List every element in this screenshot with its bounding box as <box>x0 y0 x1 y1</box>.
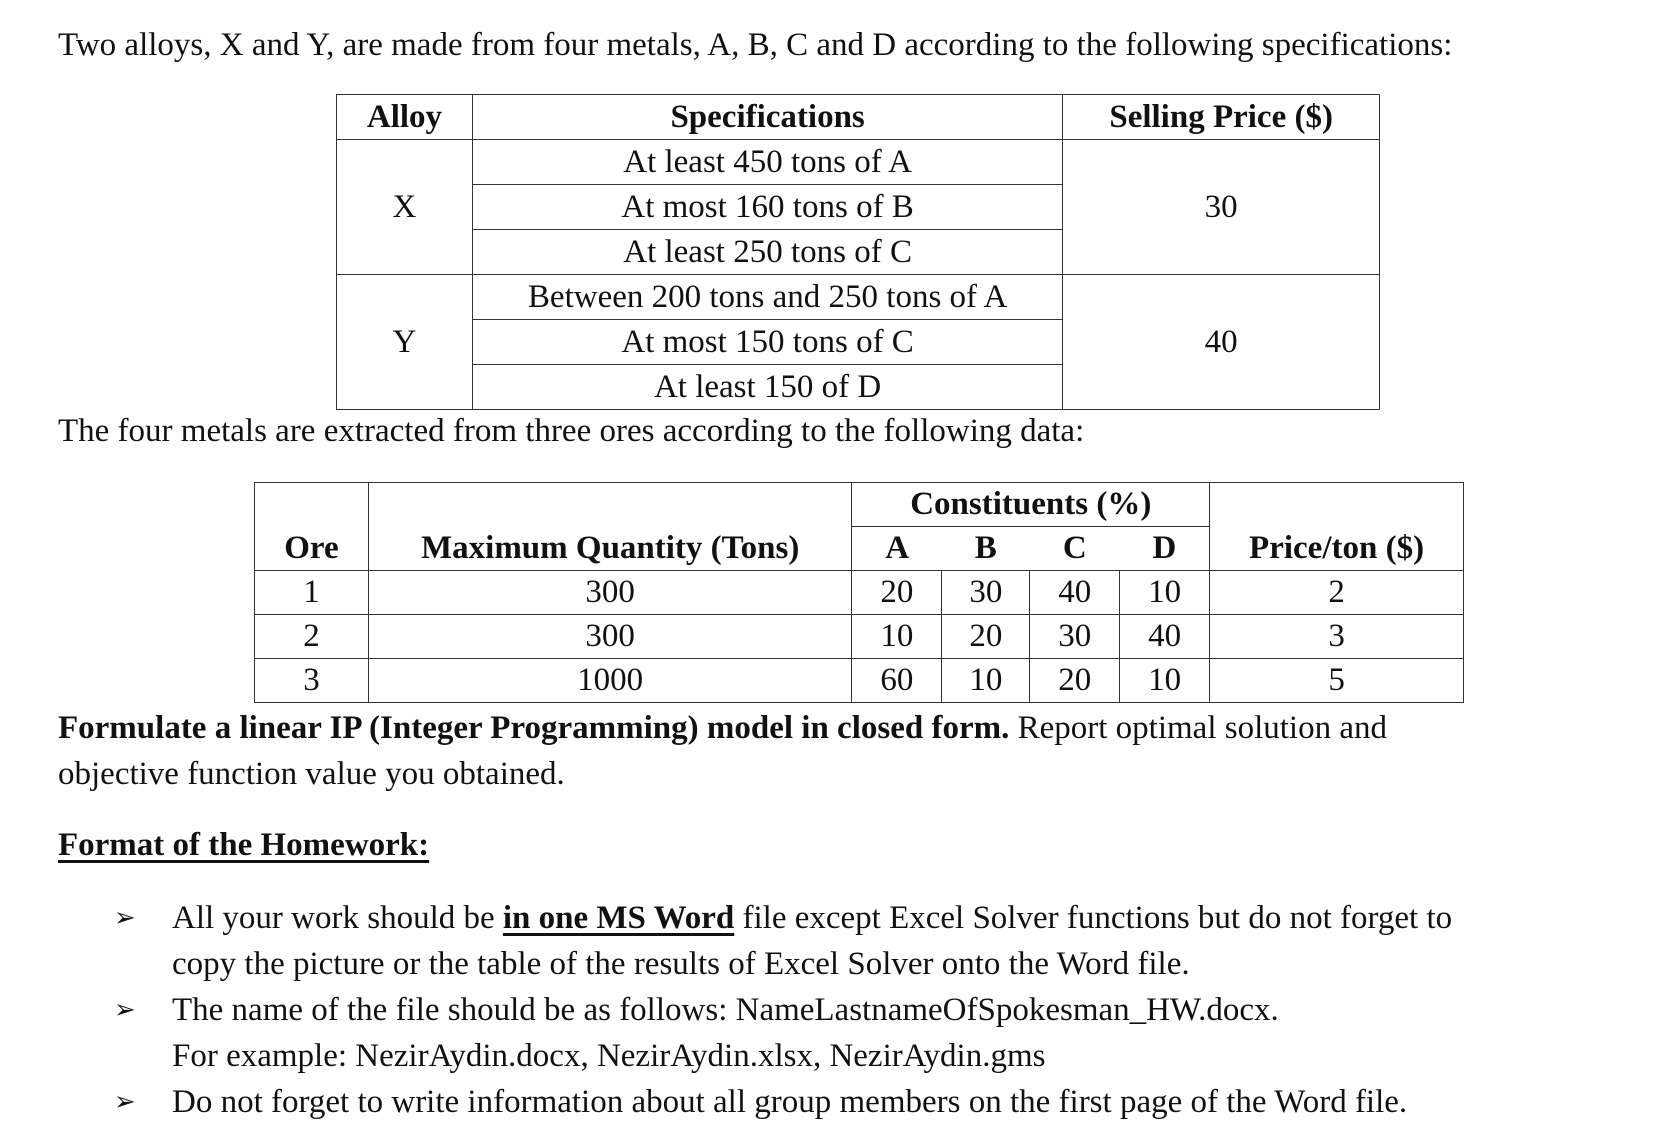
bullet-text: All your work should be <box>172 900 503 936</box>
table-row <box>255 659 1464 703</box>
table-cell: 3 <box>255 659 369 703</box>
table-cell: 10 <box>1120 659 1210 703</box>
intro-paragraph: Two alloys, X and Y, are made from four metals, A, B, C and D according to the following specifications: <box>58 27 1453 63</box>
header-price-per-ton: Price/ton ($) <box>1210 527 1464 571</box>
list-item <box>110 1079 1452 1125</box>
spec-cell: At least 150 of D <box>472 365 1062 410</box>
table-row <box>337 275 1380 320</box>
task-bold-text: Formulate a linear IP (Integer Programming) model in closed form. <box>58 710 1010 746</box>
format-bullet-list <box>110 895 1452 1125</box>
bullet-text: copy the picture or the table of the results of Excel Solver onto the Word file. <box>172 946 1190 982</box>
arrow-bullet-icon: ➢ <box>114 903 136 933</box>
header-alloy: Alloy <box>337 95 473 140</box>
task-paragraph-line2: objective function value you obtained. <box>58 756 565 792</box>
list-item <box>110 895 1452 987</box>
table-cell: 2 <box>255 615 369 659</box>
table-cell: 60 <box>852 659 942 703</box>
table-row <box>255 571 1464 615</box>
blank-cell <box>1210 483 1464 527</box>
task-paragraph <box>58 705 1387 751</box>
spec-cell: At most 160 tons of B <box>472 185 1062 230</box>
price-cell: 30 <box>1063 140 1380 275</box>
header-c: C <box>1030 527 1120 571</box>
bullet-text: For example: NezirAydin.docx, NezirAydin.xlsx, NezirAydin.gms <box>172 1038 1046 1074</box>
header-b: B <box>942 527 1030 571</box>
table-cell: 300 <box>368 615 852 659</box>
header-ore: Ore <box>255 527 369 571</box>
arrow-bullet-icon: ➢ <box>114 995 136 1025</box>
alloy-specification-table <box>336 94 1380 410</box>
table-cell: 10 <box>942 659 1030 703</box>
table-cell: 1 <box>255 571 369 615</box>
table-cell: 20 <box>1030 659 1120 703</box>
ore-intro-paragraph: The four metals are extracted from three ores according to the following data: <box>58 413 1085 449</box>
blank-cell <box>368 483 852 527</box>
table-cell: 2 <box>1210 571 1464 615</box>
bullet-text: Do not forget to write information about all group members on the first page of the Word file. <box>172 1084 1408 1120</box>
table-row <box>337 140 1380 185</box>
price-cell: 40 <box>1063 275 1380 410</box>
spec-cell: At least 250 tons of C <box>472 230 1062 275</box>
constituents-header: Constituents (%) <box>852 483 1210 527</box>
blank-cell <box>255 483 369 527</box>
spec-cell: At most 150 tons of C <box>472 320 1062 365</box>
table-cell: 20 <box>942 615 1030 659</box>
bullet-text: file except Excel Solver functions but do not forget to <box>734 900 1453 936</box>
format-heading: Format of the Homework: <box>58 827 430 863</box>
table-cell: 30 <box>1030 615 1120 659</box>
table-cell: 1000 <box>368 659 852 703</box>
table-cell: 10 <box>1120 571 1210 615</box>
bullet-text: The name of the file should be as follows: NameLastnameOfSpokesman_HW.docx. <box>172 992 1279 1028</box>
task-rest-text: Report optimal solution and <box>1009 710 1387 746</box>
header-a: A <box>852 527 942 571</box>
table-cell: 3 <box>1210 615 1464 659</box>
header-d: D <box>1120 527 1210 571</box>
header-selling-price: Selling Price ($) <box>1063 95 1380 140</box>
header-max-quantity: Maximum Quantity (Tons) <box>368 527 852 571</box>
table-group-header-row <box>255 483 1464 527</box>
table-cell: 40 <box>1120 615 1210 659</box>
bullet-emphasis: in one MS Word <box>502 900 735 936</box>
alloy-cell: Y <box>337 275 473 410</box>
arrow-bullet-icon: ➢ <box>114 1087 136 1117</box>
table-header-row <box>337 95 1380 140</box>
alloy-cell: X <box>337 140 473 275</box>
spec-cell: At least 450 tons of A <box>472 140 1062 185</box>
spec-cell: Between 200 tons and 250 tons of A <box>472 275 1062 320</box>
table-cell: 300 <box>368 571 852 615</box>
ore-data-table <box>254 482 1464 703</box>
table-cell: 20 <box>852 571 942 615</box>
list-item <box>110 987 1452 1079</box>
table-row <box>255 615 1464 659</box>
table-cell: 10 <box>852 615 942 659</box>
header-specifications: Specifications <box>472 95 1062 140</box>
table-cell: 30 <box>942 571 1030 615</box>
table-cell: 5 <box>1210 659 1464 703</box>
table-header-row <box>255 527 1464 571</box>
table-cell: 40 <box>1030 571 1120 615</box>
